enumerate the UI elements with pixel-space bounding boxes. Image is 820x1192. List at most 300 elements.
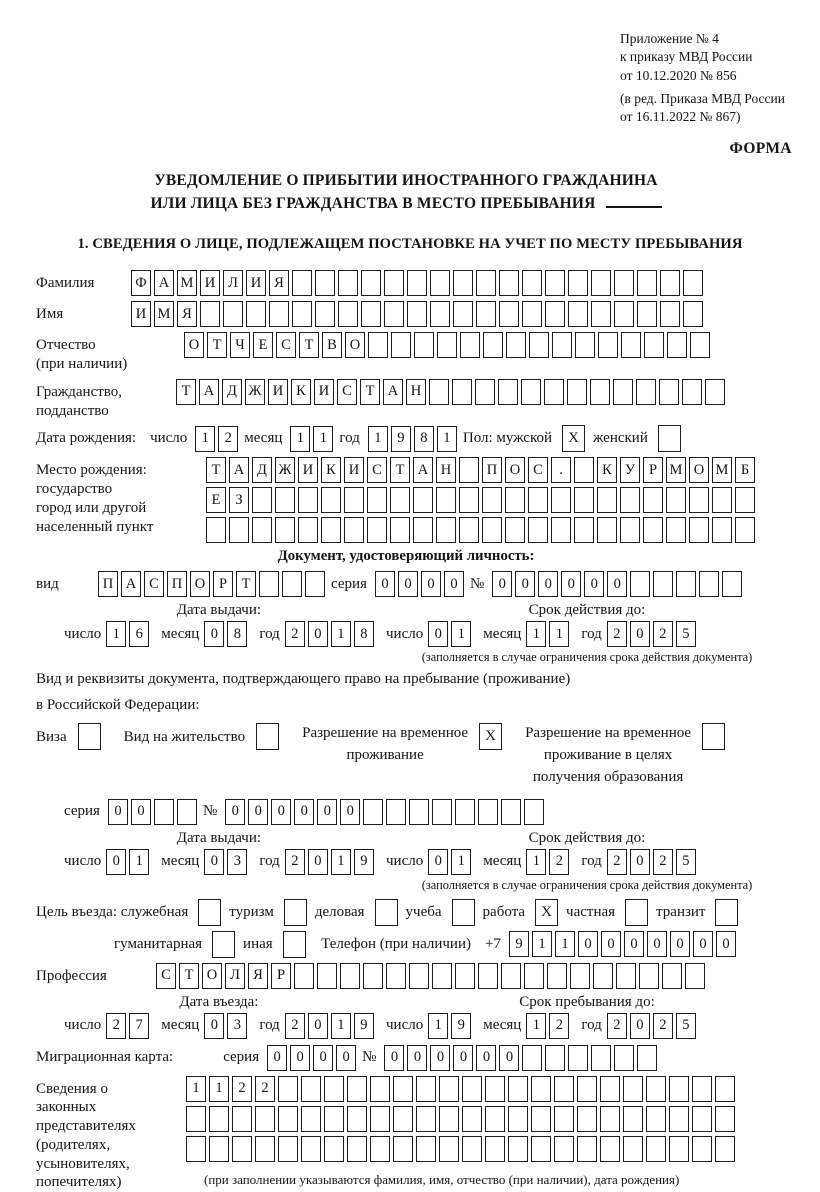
form-cell[interactable] [292,270,312,296]
form-cell[interactable] [482,487,502,513]
form-cell[interactable]: 2 [106,1013,126,1039]
form-cell[interactable]: Ф [131,270,151,296]
temporary-residence-permit-checkbox[interactable]: X [479,723,502,750]
form-cell[interactable] [666,487,686,513]
form-cell[interactable] [621,332,641,358]
form-cell[interactable] [544,379,564,405]
form-cell[interactable] [591,1045,611,1071]
form-cell[interactable] [567,379,587,405]
form-cell[interactable] [432,799,452,825]
form-cell[interactable] [689,517,709,543]
form-cell[interactable] [485,1076,505,1102]
form-cell[interactable]: О [190,571,210,597]
form-cell[interactable] [361,270,381,296]
form-cell[interactable]: 0 [444,571,464,597]
form-cell[interactable]: 0 [630,849,650,875]
form-cell[interactable]: А [199,379,219,405]
form-cell[interactable]: 2 [285,621,305,647]
form-cell[interactable] [568,301,588,327]
form-cell[interactable]: 1 [209,1076,229,1102]
form-cell[interactable] [685,963,705,989]
form-cell[interactable] [367,517,387,543]
form-cell[interactable] [455,799,475,825]
form-cell[interactable] [301,1076,321,1102]
form-cell[interactable] [338,270,358,296]
form-cell[interactable] [229,517,249,543]
form-cell[interactable] [384,270,404,296]
purpose-private-checkbox[interactable] [625,899,648,926]
form-cell[interactable]: 0 [499,1045,519,1071]
form-cell[interactable] [705,379,725,405]
form-cell[interactable] [722,571,742,597]
form-cell[interactable]: Т [236,571,256,597]
form-cell[interactable]: 0 [294,799,314,825]
form-cell[interactable]: О [689,457,709,483]
form-cell[interactable]: 0 [670,931,690,957]
form-cell[interactable]: 0 [584,571,604,597]
form-cell[interactable] [269,301,289,327]
form-cell[interactable] [669,1076,689,1102]
form-cell[interactable] [528,517,548,543]
form-cell[interactable] [407,270,427,296]
form-cell[interactable] [597,487,617,513]
form-cell[interactable]: 2 [653,1013,673,1039]
purpose-humanitarian-checkbox[interactable] [212,931,235,958]
form-cell[interactable] [593,963,613,989]
form-cell[interactable] [552,332,572,358]
form-cell[interactable] [554,1136,574,1162]
form-cell[interactable] [462,1136,482,1162]
form-cell[interactable] [574,517,594,543]
form-cell[interactable]: А [229,457,249,483]
form-cell[interactable]: 1 [313,426,333,452]
form-cell[interactable]: Ч [230,332,250,358]
form-cell[interactable]: 0 [106,849,126,875]
form-cell[interactable]: 1 [555,931,575,957]
form-cell[interactable] [531,1106,551,1132]
form-cell[interactable] [439,1106,459,1132]
form-cell[interactable] [393,1106,413,1132]
form-cell[interactable] [637,1045,657,1071]
form-cell[interactable]: 2 [549,849,569,875]
form-cell[interactable] [338,301,358,327]
form-cell[interactable] [436,487,456,513]
form-cell[interactable] [439,1076,459,1102]
form-cell[interactable] [478,963,498,989]
form-cell[interactable] [547,963,567,989]
form-cell[interactable]: 8 [227,621,247,647]
form-cell[interactable]: Я [248,963,268,989]
form-cell[interactable]: 3 [227,1013,247,1039]
form-cell[interactable] [282,571,302,597]
form-cell[interactable]: 1 [437,426,457,452]
form-cell[interactable]: Т [206,457,226,483]
form-cell[interactable]: И [200,270,220,296]
form-cell[interactable] [545,301,565,327]
form-cell[interactable] [416,1136,436,1162]
form-cell[interactable] [429,379,449,405]
form-cell[interactable]: 0 [476,1045,496,1071]
form-cell[interactable]: Т [390,457,410,483]
form-cell[interactable]: И [298,457,318,483]
form-cell[interactable] [699,571,719,597]
form-cell[interactable] [321,517,341,543]
form-cell[interactable] [531,1136,551,1162]
form-cell[interactable] [591,270,611,296]
form-cell[interactable] [499,270,519,296]
form-cell[interactable] [278,1076,298,1102]
form-cell[interactable] [275,517,295,543]
form-cell[interactable] [209,1106,229,1132]
form-cell[interactable]: Е [253,332,273,358]
form-cell[interactable]: 0 [630,1013,650,1039]
form-cell[interactable] [577,1136,597,1162]
form-cell[interactable] [206,517,226,543]
form-cell[interactable]: 2 [549,1013,569,1039]
form-cell[interactable] [690,332,710,358]
form-cell[interactable] [508,1136,528,1162]
form-cell[interactable] [639,963,659,989]
form-cell[interactable]: 0 [204,849,224,875]
form-cell[interactable] [368,332,388,358]
form-cell[interactable]: 0 [308,1013,328,1039]
form-cell[interactable] [660,301,680,327]
form-cell[interactable] [459,487,479,513]
form-cell[interactable]: 0 [428,621,448,647]
form-cell[interactable]: И [344,457,364,483]
form-cell[interactable] [462,1106,482,1132]
form-cell[interactable] [223,301,243,327]
form-cell[interactable] [692,1106,712,1132]
form-cell[interactable] [363,799,383,825]
form-cell[interactable] [485,1136,505,1162]
form-cell[interactable]: 1 [532,931,552,957]
form-cell[interactable]: Т [176,379,196,405]
temporary-residence-education-checkbox[interactable] [702,723,725,750]
form-cell[interactable] [524,799,544,825]
form-cell[interactable] [614,270,634,296]
form-cell[interactable] [347,1106,367,1132]
form-cell[interactable] [390,487,410,513]
form-cell[interactable]: 2 [653,621,673,647]
form-cell[interactable]: П [482,457,502,483]
form-cell[interactable] [600,1136,620,1162]
form-cell[interactable]: 0 [313,1045,333,1071]
form-cell[interactable]: Л [223,270,243,296]
form-cell[interactable] [498,379,518,405]
purpose-work-checkbox[interactable]: X [535,899,558,926]
form-cell[interactable]: 0 [204,621,224,647]
form-cell[interactable] [646,1106,666,1132]
form-cell[interactable] [475,379,495,405]
form-cell[interactable] [577,1076,597,1102]
form-cell[interactable]: 0 [317,799,337,825]
form-cell[interactable] [370,1106,390,1132]
form-cell[interactable] [363,963,383,989]
residence-permit-checkbox[interactable] [256,723,279,750]
form-cell[interactable] [340,963,360,989]
form-cell[interactable] [570,963,590,989]
form-cell[interactable]: З [229,487,249,513]
form-cell[interactable] [459,457,479,483]
form-cell[interactable]: 2 [607,849,627,875]
form-cell[interactable]: 1 [451,621,471,647]
form-cell[interactable]: . [551,457,571,483]
form-cell[interactable]: 0 [428,849,448,875]
form-cell[interactable] [643,517,663,543]
form-cell[interactable]: 0 [204,1013,224,1039]
form-cell[interactable] [715,1136,735,1162]
form-cell[interactable] [390,517,410,543]
form-cell[interactable]: Н [406,379,426,405]
form-cell[interactable]: Т [207,332,227,358]
form-cell[interactable] [575,332,595,358]
form-cell[interactable] [715,1106,735,1132]
form-cell[interactable] [436,517,456,543]
form-cell[interactable] [620,517,640,543]
form-cell[interactable]: С [156,963,176,989]
visa-checkbox[interactable] [78,723,101,750]
form-cell[interactable] [209,1136,229,1162]
form-cell[interactable] [568,1045,588,1071]
form-cell[interactable]: 1 [106,621,126,647]
form-cell[interactable] [292,301,312,327]
form-cell[interactable] [430,270,450,296]
form-cell[interactable] [344,487,364,513]
form-cell[interactable]: Я [177,301,197,327]
form-cell[interactable] [301,1136,321,1162]
form-cell[interactable] [508,1076,528,1102]
purpose-transit-checkbox[interactable] [715,899,738,926]
form-cell[interactable]: 7 [129,1013,149,1039]
form-cell[interactable]: 1 [526,1013,546,1039]
form-cell[interactable]: 0 [693,931,713,957]
form-cell[interactable] [506,332,526,358]
form-cell[interactable]: 3 [227,849,247,875]
form-cell[interactable] [545,270,565,296]
form-cell[interactable] [186,1136,206,1162]
form-cell[interactable]: 9 [509,931,529,957]
form-cell[interactable]: 5 [676,621,696,647]
form-cell[interactable] [662,963,682,989]
form-cell[interactable] [324,1136,344,1162]
form-cell[interactable] [462,1076,482,1102]
form-cell[interactable] [692,1076,712,1102]
form-cell[interactable]: 0 [453,1045,473,1071]
form-cell[interactable] [370,1136,390,1162]
form-cell[interactable] [430,301,450,327]
form-cell[interactable]: 0 [271,799,291,825]
form-cell[interactable] [616,963,636,989]
form-cell[interactable]: 0 [267,1045,287,1071]
form-cell[interactable]: 1 [331,621,351,647]
form-cell[interactable] [554,1106,574,1132]
form-cell[interactable] [485,1106,505,1132]
form-cell[interactable]: Ж [275,457,295,483]
form-cell[interactable] [483,332,503,358]
form-cell[interactable] [524,963,544,989]
form-cell[interactable] [598,332,618,358]
form-cell[interactable] [620,487,640,513]
form-cell[interactable]: 0 [108,799,128,825]
form-cell[interactable] [712,487,732,513]
form-cell[interactable] [476,270,496,296]
form-cell[interactable]: Р [643,457,663,483]
form-cell[interactable]: 1 [290,426,310,452]
form-cell[interactable] [646,1076,666,1102]
form-cell[interactable]: Л [225,963,245,989]
form-cell[interactable] [529,332,549,358]
form-cell[interactable] [591,301,611,327]
form-cell[interactable]: 0 [308,849,328,875]
form-cell[interactable] [275,487,295,513]
form-cell[interactable] [660,270,680,296]
form-cell[interactable] [614,301,634,327]
form-cell[interactable] [413,517,433,543]
form-cell[interactable] [522,1045,542,1071]
form-cell[interactable]: 8 [354,621,374,647]
form-cell[interactable]: К [597,457,617,483]
form-cell[interactable]: С [367,457,387,483]
form-cell[interactable]: М [177,270,197,296]
form-cell[interactable] [692,1136,712,1162]
form-cell[interactable]: Н [436,457,456,483]
form-cell[interactable] [478,799,498,825]
form-cell[interactable]: 0 [601,931,621,957]
form-cell[interactable] [391,332,411,358]
form-cell[interactable] [568,270,588,296]
form-cell[interactable] [667,332,687,358]
form-cell[interactable]: О [345,332,365,358]
form-cell[interactable] [439,1136,459,1162]
form-cell[interactable]: Б [735,457,755,483]
form-cell[interactable]: И [314,379,334,405]
form-cell[interactable] [682,379,702,405]
form-cell[interactable]: А [154,270,174,296]
form-cell[interactable] [460,332,480,358]
form-cell[interactable]: Я [269,270,289,296]
form-cell[interactable] [669,1136,689,1162]
form-cell[interactable] [278,1136,298,1162]
form-cell[interactable]: 0 [336,1045,356,1071]
form-cell[interactable] [597,517,617,543]
form-cell[interactable]: Т [179,963,199,989]
form-cell[interactable] [636,379,656,405]
form-cell[interactable]: С [528,457,548,483]
form-cell[interactable]: 0 [607,571,627,597]
form-cell[interactable] [499,301,519,327]
form-cell[interactable]: 1 [195,426,215,452]
form-cell[interactable] [232,1106,252,1132]
form-cell[interactable]: 2 [232,1076,252,1102]
form-cell[interactable]: И [246,270,266,296]
form-cell[interactable] [501,799,521,825]
purpose-tourism-checkbox[interactable] [284,899,307,926]
form-cell[interactable]: Е [206,487,226,513]
form-cell[interactable] [521,379,541,405]
form-cell[interactable]: 9 [354,1013,374,1039]
form-cell[interactable] [294,963,314,989]
form-cell[interactable]: 1 [428,1013,448,1039]
form-cell[interactable] [367,487,387,513]
form-cell[interactable] [407,301,427,327]
form-cell[interactable] [637,270,657,296]
form-cell[interactable]: О [202,963,222,989]
form-cell[interactable]: 2 [255,1076,275,1102]
purpose-business-checkbox[interactable] [375,899,398,926]
form-cell[interactable]: 8 [414,426,434,452]
form-cell[interactable] [600,1076,620,1102]
form-cell[interactable] [623,1136,643,1162]
form-cell[interactable] [637,301,657,327]
form-cell[interactable] [683,301,703,327]
form-cell[interactable]: 0 [384,1045,404,1071]
form-cell[interactable] [386,799,406,825]
form-cell[interactable] [689,487,709,513]
form-cell[interactable]: А [413,457,433,483]
form-cell[interactable] [361,301,381,327]
form-cell[interactable] [154,799,174,825]
form-cell[interactable] [255,1106,275,1132]
form-cell[interactable] [324,1076,344,1102]
form-cell[interactable] [630,571,650,597]
form-cell[interactable] [278,1106,298,1132]
form-cell[interactable] [476,301,496,327]
form-cell[interactable] [600,1106,620,1132]
form-cell[interactable]: К [291,379,311,405]
form-cell[interactable] [683,270,703,296]
form-cell[interactable] [298,517,318,543]
form-cell[interactable]: Д [222,379,242,405]
form-cell[interactable] [459,517,479,543]
form-cell[interactable] [416,1076,436,1102]
form-cell[interactable]: 9 [391,426,411,452]
form-cell[interactable] [200,301,220,327]
form-cell[interactable]: 0 [340,799,360,825]
form-cell[interactable] [305,571,325,597]
purpose-official-checkbox[interactable] [198,899,221,926]
form-cell[interactable] [416,1106,436,1132]
form-cell[interactable] [522,270,542,296]
form-cell[interactable]: У [620,457,640,483]
form-cell[interactable] [528,487,548,513]
form-cell[interactable] [712,517,732,543]
form-cell[interactable] [505,487,525,513]
form-cell[interactable] [252,517,272,543]
form-cell[interactable] [669,1106,689,1132]
form-cell[interactable]: 0 [308,621,328,647]
form-cell[interactable] [613,379,633,405]
form-cell[interactable] [384,301,404,327]
form-cell[interactable] [298,487,318,513]
form-cell[interactable]: 0 [225,799,245,825]
form-cell[interactable] [659,379,679,405]
form-cell[interactable] [409,799,429,825]
form-cell[interactable]: 0 [630,621,650,647]
form-cell[interactable]: 1 [526,621,546,647]
form-cell[interactable]: 0 [515,571,535,597]
form-cell[interactable] [232,1136,252,1162]
form-cell[interactable]: П [167,571,187,597]
form-cell[interactable]: И [131,301,151,327]
form-cell[interactable]: О [184,332,204,358]
form-cell[interactable] [505,517,525,543]
form-cell[interactable]: 0 [421,571,441,597]
form-cell[interactable] [482,517,502,543]
sex-female-checkbox[interactable] [658,425,681,452]
form-cell[interactable] [646,1136,666,1162]
form-cell[interactable] [437,332,457,358]
